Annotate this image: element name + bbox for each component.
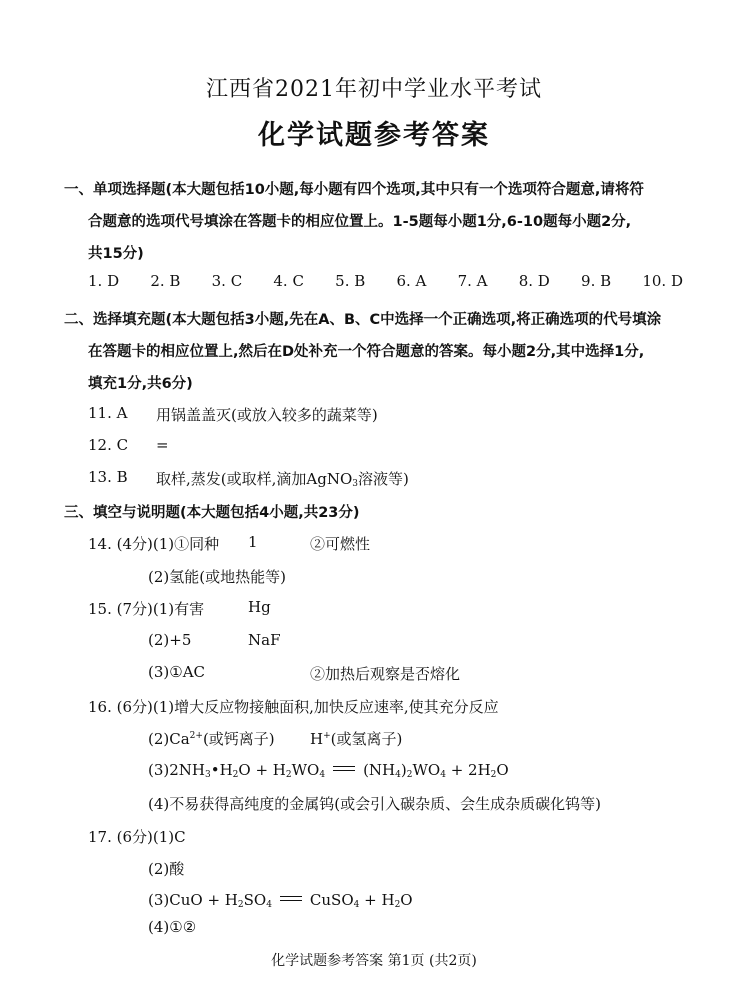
q15-value1: Hg (248, 598, 271, 616)
answer-9: 9. B (581, 272, 612, 290)
q13-answer: 取样,蒸发(或取样,滴加AgNO$_3$溶液等) (156, 470, 409, 489)
section1-heading-line3: 共15分) (88, 246, 144, 262)
answer-4: 4. C (273, 272, 304, 290)
q14-value1: 1 (248, 533, 258, 551)
q11-answer: 用锅盖盖灭(或放入较多的蔬菜等) (156, 406, 378, 424)
equals-sign (280, 896, 302, 901)
q15-line2b: NaF (248, 631, 281, 649)
q15-line1: 15. (7分)(1)有害 (88, 600, 205, 618)
section3-heading: 三、填空与说明题(本大题包括4小题,共23分) (64, 505, 360, 521)
q14-line1: 14. (4分)(1)①同种 (88, 535, 220, 553)
q17-line4: (4)①② (148, 918, 197, 936)
q15-line3a: (3)①AC (148, 663, 206, 681)
answer-3: 3. C (211, 272, 243, 290)
equals-sign (333, 766, 355, 771)
answer-10: 10. D (642, 272, 683, 290)
q12-answer: = (156, 436, 169, 454)
q16-equation: $(3)2NH_3•H_2O + H_2WO_4$ $(NH_4)_2WO_4 + 2H_2O$ (148, 761, 509, 780)
section1-heading-line1: 一、单项选择题(本大题包括10小题,每小题有四个选项,其中只有一个选项符合题意,请将符 (64, 182, 644, 198)
q17-line2: (2)酸 (148, 860, 185, 878)
q12-number: 12. C (88, 436, 129, 454)
q13-number: 13. B (88, 468, 128, 486)
answer-key-title: 化学试题参考答案 (258, 120, 490, 151)
q17-line1: 17. (6分)(1)C (88, 828, 186, 846)
section2-heading-line3: 填充1分,共6分) (88, 376, 193, 392)
mc-answers (88, 272, 683, 290)
q11-number: 11. A (88, 404, 128, 422)
section2-heading-line2: 在答题卡的相应位置上,然后在D处补充一个符合题意的答案。每小题2分,其中选择1分, (88, 344, 645, 360)
section1-heading-line2: 合题意的选项代号填涂在答题卡的相应位置上。1-5题每小题1分,6-10题每小题2分, (88, 214, 632, 230)
answer-5: 5. B (335, 272, 366, 290)
q16-line1: 16. (6分)(1)增大反应物接触面积,加快反应速率,使其充分反应 (88, 698, 499, 716)
answer-7: 7. A (457, 272, 488, 290)
section2-heading-line1: 二、选择填充题(本大题包括3小题,先在A、B、C中选择一个正确选项,将正确选项的代号填涂 (64, 312, 662, 328)
q16-line2b: H+(或氢离子) (310, 730, 403, 748)
q15-line3b: ②加热后观察是否熔化 (310, 665, 461, 683)
answer-1: 1. D (88, 272, 120, 290)
q14-line2: (2)氢能(或地热能等) (148, 568, 286, 586)
q16-line4: (4)不易获得高纯度的金属钨(或会引入碳杂质、会生成杂质碳化钨等) (148, 795, 601, 813)
answer-6: 6. A (396, 272, 427, 290)
answer-2: 2. B (150, 272, 181, 290)
q17-equation: $(3)CuO + H_2SO_4$ CuSO$_4$ + $H_2O$ (148, 891, 413, 910)
exam-title: 江西省2021年初中学业水平考试 (206, 77, 542, 102)
q14-value2: ②可燃性 (310, 535, 371, 553)
page-footer: 化学试题参考答案 第1页 (共2页) (271, 953, 477, 969)
q15-line2a: (2)+5 (148, 631, 192, 649)
q16-line2a: $(2)Ca^{2+}$(或钙离子) (148, 730, 275, 748)
answer-8: 8. D (518, 272, 550, 290)
